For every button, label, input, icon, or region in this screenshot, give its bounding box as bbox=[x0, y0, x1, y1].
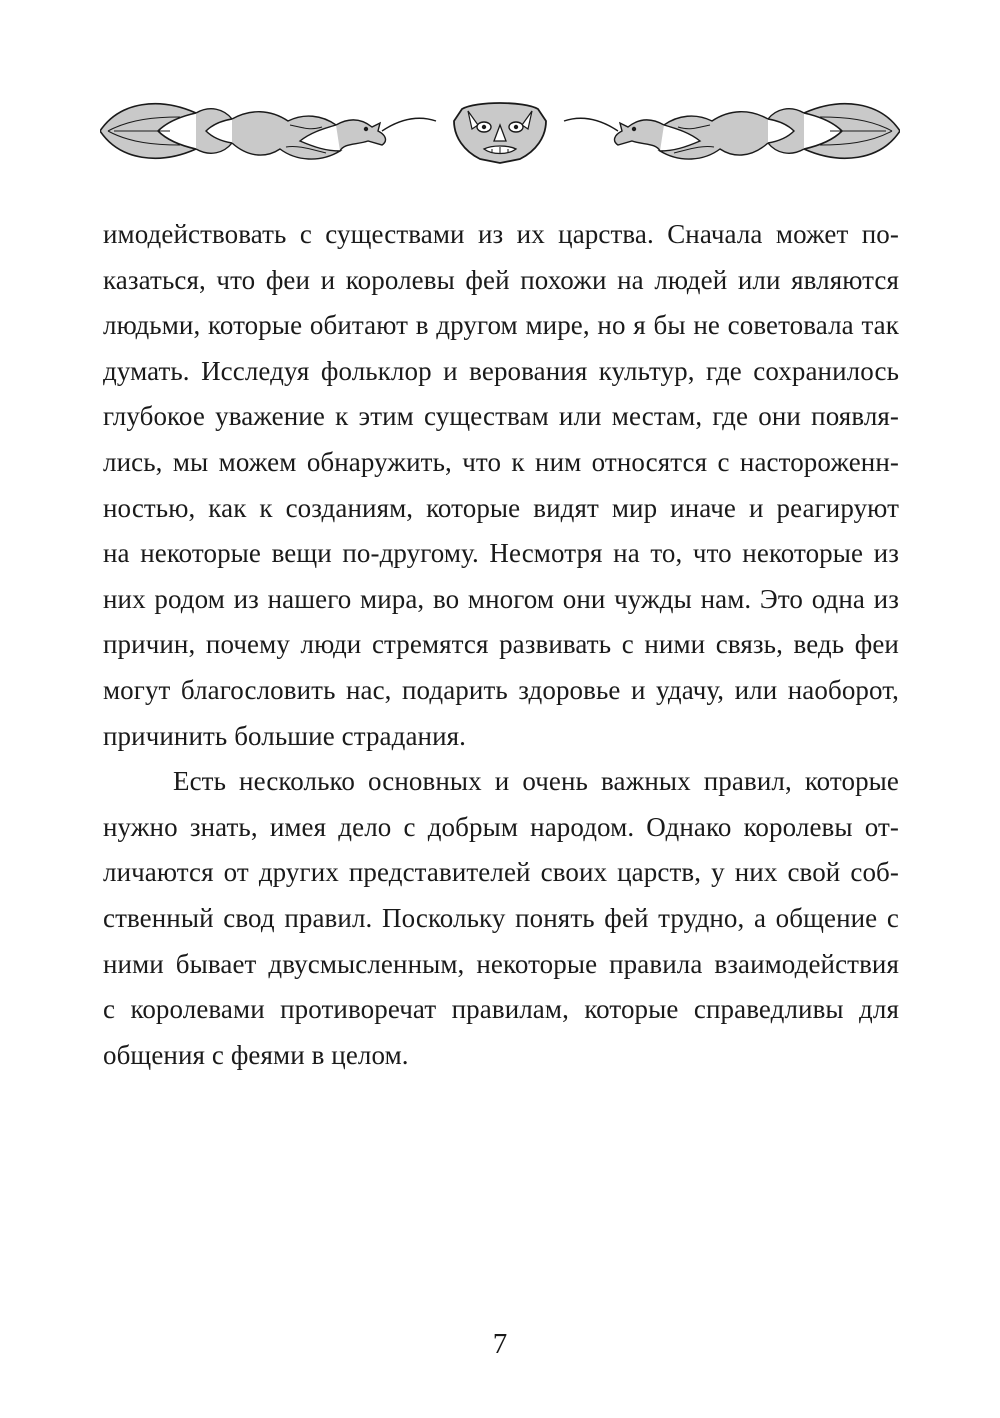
header-ornament bbox=[100, 95, 900, 167]
text-line: причинить большие страдания. bbox=[103, 720, 467, 751]
body-text bbox=[103, 212, 899, 1078]
text-line: общения с феями в целом. bbox=[103, 1039, 409, 1070]
text-line: могут благословить нас, подарить здоровье и удачу, или наоборот, bbox=[103, 674, 899, 705]
text-line: с королевами противоречат правилам, которые справедливы для bbox=[103, 994, 899, 1025]
paragraph-1 bbox=[103, 212, 899, 759]
text-line: ними бывает двусмысленным, некоторые правила взаимодействия bbox=[103, 948, 899, 979]
text-line: казаться, что феи и королевы фей похожи на людей или являются bbox=[103, 264, 899, 295]
text-line: людьми, которые обитают в другом мире, но я бы не советовала так bbox=[103, 310, 899, 341]
text-line: Есть несколько основных и очень важных правил, которые bbox=[173, 766, 899, 797]
text-line: лись, мы можем обнаружить, что к ним относятся с настороженн- bbox=[103, 446, 899, 477]
foliage-mask-ornament-icon bbox=[100, 95, 900, 167]
text-line: причин, почему люди стремятся развивать с ними связь, ведь феи bbox=[103, 629, 899, 660]
page-number: 7 bbox=[492, 1328, 508, 1360]
text-line: думать. Исследуя фольклор и верования культур, где сохранилось bbox=[103, 355, 899, 386]
text-line: глубокое уважение к этим существам или местам, где они появля- bbox=[103, 401, 899, 432]
text-line: них родом из нашего мира, во многом они чужды нам. Это одна из bbox=[103, 583, 899, 614]
text-line: ностью, как к созданиям, которые видят мир иначе и реагируют bbox=[103, 492, 899, 523]
text-line: личаются от других представителей своих царств, у них свой соб- bbox=[103, 857, 899, 888]
mask-face bbox=[454, 103, 546, 163]
text-line: ственный свод правил. Поскольку понять фей трудно, а общение с bbox=[103, 902, 899, 933]
text-line: на некоторые вещи по-другому. Несмотря на то, что некоторые из bbox=[103, 538, 899, 569]
text-line: имодействовать с существами из их царства. Сначала может по- bbox=[103, 219, 899, 249]
text-line: нужно знать, имея дело с добрым народом. Однако королевы от- bbox=[103, 811, 899, 842]
paragraph-2 bbox=[103, 759, 899, 1078]
